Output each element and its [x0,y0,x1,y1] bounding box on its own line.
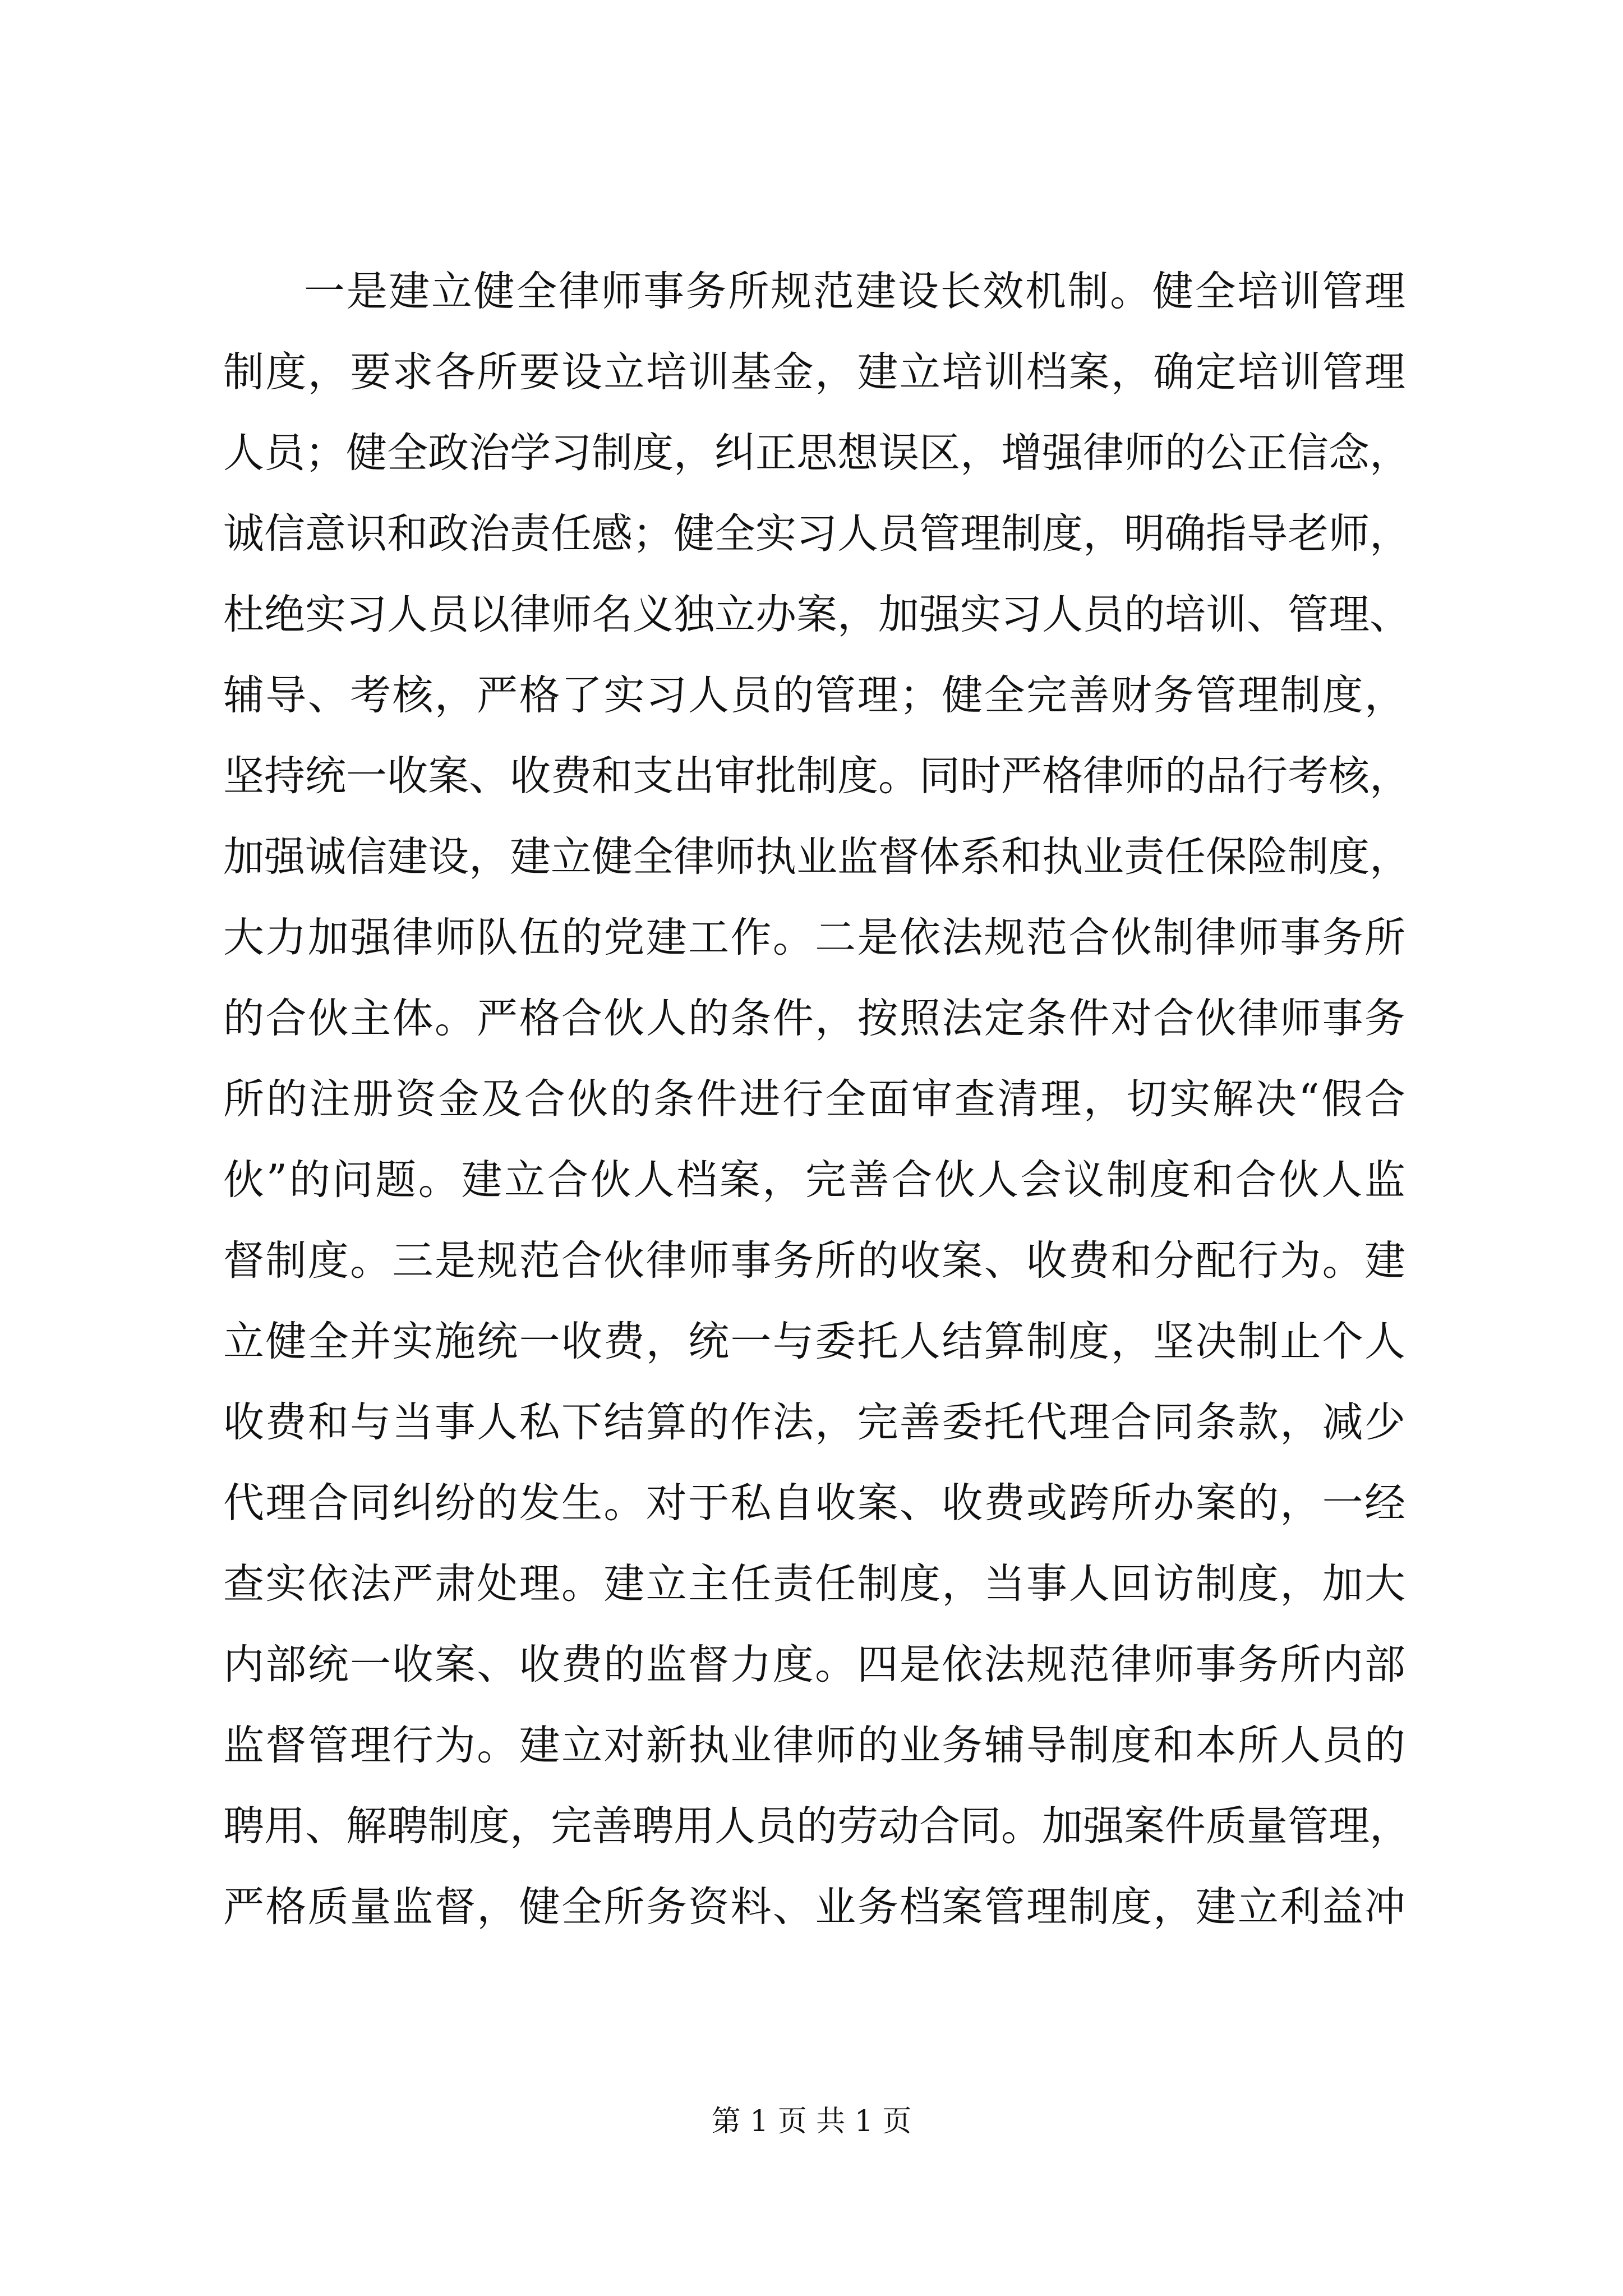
paragraph-line-4: 诚信意识和政治责任感；健全实习人员管理制度，明确指导老师， [223,510,1410,558]
paragraph-line-19: 监督管理行为。建立对新执业律师的业务辅导制度和本所人员的 [223,1722,1405,1769]
paragraph-line-14: 立健全并实施统一收费，统一与委托人结算制度，坚决制止个人 [223,1318,1405,1365]
paragraph-line-11: 所的注册资金及合伙的条件进行全面审查清理，切实解决“假合 [223,1075,1405,1123]
paragraph-line-15: 收费和与当事人私下结算的作法，完善委托代理合同条款，减少 [223,1398,1405,1446]
paragraph-line-1: 一是建立健全律师事务所规范建设长效机制。健全培训管理 [304,268,1405,315]
paragraph-line-10: 的合伙主体。严格合伙人的条件，按照法定条件对合伙律师事务 [223,995,1405,1042]
paragraph-line-2: 制度，要求各所要设立培训基金，建立培训档案，确定培训管理 [223,348,1405,396]
paragraph-line-20: 聘用、解聘制度，完善聘用人员的劳动合同。加强案件质量管理， [223,1802,1410,1850]
paragraph-line-9: 大力加强律师队伍的党建工作。二是依法规范合伙制律师事务所 [223,914,1405,961]
paragraph-line-3: 人员；健全政治学习制度，纠正思想误区，增强律师的公正信念， [223,429,1410,477]
paragraph-line-8: 加强诚信建设，建立健全律师执业监督体系和执业责任保险制度， [223,833,1410,881]
paragraph-line-21: 严格质量监督，健全所务资料、业务档案管理制度，建立利益冲 [223,1883,1405,1931]
paragraph-line-7: 坚持统一收案、收费和支出审批制度。同时严格律师的品行考核， [223,752,1410,800]
paragraph-line-17: 查实依法严肃处理。建立主任责任制度，当事人回访制度，加大 [223,1560,1405,1608]
paragraph-line-5: 杜绝实习人员以律师名义独立办案，加强实习人员的培训、管理、 [223,591,1410,638]
paragraph-line-6: 辅导、考核，严格了实习人员的管理；健全完善财务管理制度， [223,671,1405,719]
paragraph-line-13: 督制度。三是规范合伙律师事务所的收案、收费和分配行为。建 [223,1237,1405,1285]
page-number-footer: 第 1 页 共 1 页 [711,2105,912,2138]
paragraph-line-18: 内部统一收案、收费的监督力度。四是依法规范律师事务所内部 [223,1641,1405,1688]
paragraph-line-12: 伙”的问题。建立合伙人档案，完善合伙人会议制度和合伙人监 [223,1156,1405,1204]
paragraph-line-16: 代理合同纠纷的发生。对于私自收案、收费或跨所办案的，一经 [223,1479,1405,1527]
